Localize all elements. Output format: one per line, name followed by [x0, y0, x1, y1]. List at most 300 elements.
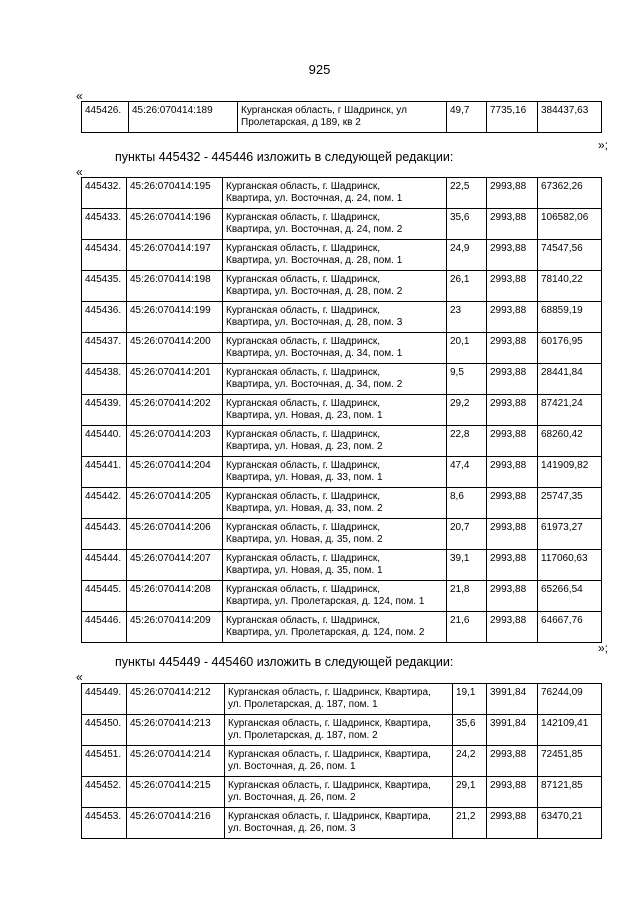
cell-rate	[487, 209, 538, 240]
cell-text: 45:26:070414:200	[130, 336, 211, 347]
cell-number	[82, 519, 127, 550]
cell-text: 2993,88	[490, 429, 527, 440]
cell-number	[82, 426, 127, 457]
address-line-1: Курганская область, г. Шадринск,	[226, 181, 381, 192]
cell-value	[538, 333, 602, 364]
cell-address	[223, 426, 447, 457]
close-quote-1: »;	[598, 138, 609, 152]
cell-address	[223, 271, 447, 302]
cell-value	[538, 271, 602, 302]
cell-text: 45:26:070414:202	[130, 398, 211, 409]
cell-text: 142109,41	[541, 718, 589, 729]
table-row	[82, 457, 602, 488]
cell-text: 445444.	[85, 553, 122, 564]
cell-text: 76244,09	[541, 687, 583, 698]
cell-address	[223, 395, 447, 426]
cell-rate	[487, 271, 538, 302]
cell-cadastral-number	[127, 581, 223, 612]
page-number: 925	[308, 62, 331, 77]
cell-address	[223, 178, 447, 209]
cell-number	[82, 364, 127, 395]
cell-text: 65266,54	[541, 584, 583, 595]
cell-text: 22,5	[450, 181, 470, 192]
cell-number	[82, 488, 127, 519]
cell-cadastral-number	[127, 612, 223, 643]
cell-cadastral-number	[127, 395, 223, 426]
cell-text: 45:26:070414:196	[130, 212, 211, 223]
cell-text: 87121,85	[541, 780, 583, 791]
cell-area	[447, 102, 487, 133]
cell-text: 64667,76	[541, 615, 583, 626]
cell-area	[447, 333, 487, 364]
cell-address	[238, 102, 447, 133]
cell-rate	[487, 777, 538, 808]
cell-text: 2993,88	[490, 398, 527, 409]
cell-number	[82, 102, 129, 133]
cell-rate	[487, 808, 538, 839]
cell-area	[447, 240, 487, 271]
table-row	[82, 364, 602, 395]
register-table-1	[81, 101, 602, 133]
cell-text: 445446.	[85, 615, 122, 626]
cell-number	[82, 178, 127, 209]
table-row	[82, 426, 602, 457]
cell-area	[453, 777, 487, 808]
cell-value	[538, 715, 602, 746]
address-line-1: Курганская область, г. Шадринск,	[226, 274, 381, 285]
cell-number	[82, 457, 127, 488]
cell-text: 29,1	[456, 780, 476, 791]
address-line-1: Курганская область, г. Шадринск,	[226, 336, 381, 347]
address-line-2: ул. Пролетарская, д. 187, пом. 1	[228, 699, 378, 710]
cell-area	[447, 550, 487, 581]
cell-value	[538, 102, 602, 133]
table-row	[82, 777, 602, 808]
cell-cadastral-number	[127, 746, 225, 777]
cell-number	[82, 808, 127, 839]
cell-value	[538, 240, 602, 271]
cell-text: 45:26:070414:208	[130, 584, 211, 595]
cell-value	[538, 178, 602, 209]
cell-rate	[487, 333, 538, 364]
address-line-2: Квартира, ул. Восточная, д. 34, пом. 1	[226, 348, 403, 359]
cell-number	[82, 777, 127, 808]
address-line-1: Курганская область, г. Шадринск,	[226, 305, 381, 316]
table-row	[82, 550, 602, 581]
cell-text: 45:26:070414:212	[130, 687, 211, 698]
address-line-2: Квартира, ул. Пролетарская, д. 124, пом. 2	[226, 627, 425, 638]
cell-text: 2993,88	[490, 749, 527, 760]
table-row	[82, 581, 602, 612]
cell-value	[538, 581, 602, 612]
cell-address	[223, 581, 447, 612]
cell-text: 45:26:070414:195	[130, 181, 211, 192]
cell-area	[453, 746, 487, 777]
cell-rate	[487, 178, 538, 209]
cell-text: 2993,88	[490, 491, 527, 502]
address-line-2: ул. Пролетарская, д. 187, пом. 2	[228, 730, 378, 741]
cell-cadastral-number	[129, 102, 238, 133]
table-row	[82, 178, 602, 209]
table-row	[82, 519, 602, 550]
open-quote-2: «	[76, 165, 83, 179]
cell-cadastral-number	[127, 333, 223, 364]
cell-text: 2993,88	[490, 181, 527, 192]
address-line-1: Курганская область, г. Шадринск,	[226, 243, 381, 254]
cell-text: 45:26:070414:205	[130, 491, 211, 502]
cell-text: 2993,88	[490, 336, 527, 347]
cell-text: 20,1	[450, 336, 470, 347]
cell-cadastral-number	[127, 519, 223, 550]
cell-number	[82, 333, 127, 364]
cell-text: 45:26:070414:189	[132, 105, 213, 116]
cell-text: 45:26:070414:199	[130, 305, 211, 316]
cell-cadastral-number	[127, 364, 223, 395]
cell-text: 2993,88	[490, 584, 527, 595]
cell-text: 2993,88	[490, 460, 527, 471]
cell-text: 141909,82	[541, 460, 589, 471]
cell-address	[225, 684, 453, 715]
cell-rate	[487, 488, 538, 519]
address-line-1: Курганская область, г. Шадринск, Квартира,	[228, 687, 431, 698]
cell-text: 29,2	[450, 398, 470, 409]
cell-cadastral-number	[127, 302, 223, 333]
cell-text: 24,2	[456, 749, 476, 760]
address-line-2: Пролетарская, д 189, кв 2	[241, 117, 361, 128]
cell-text: 445426.	[85, 105, 122, 116]
register-table-2	[81, 177, 602, 643]
cell-area	[447, 519, 487, 550]
cell-text: 2993,88	[490, 553, 527, 564]
cell-value	[538, 550, 602, 581]
cell-value	[538, 612, 602, 643]
cell-text: 21,6	[450, 615, 470, 626]
table-row	[82, 209, 602, 240]
address-line-2: Квартира, ул. Новая, д. 35, пом. 2	[226, 534, 383, 545]
cell-cadastral-number	[127, 457, 223, 488]
table-row	[82, 271, 602, 302]
cell-cadastral-number	[127, 426, 223, 457]
cell-cadastral-number	[127, 715, 225, 746]
cell-text: 35,6	[450, 212, 470, 223]
cell-text: 8,6	[450, 491, 464, 502]
cell-area	[447, 581, 487, 612]
address-line-2: Квартира, ул. Восточная, д. 28, пом. 1	[226, 255, 403, 266]
address-line-1: Курганская область, г. Шадринск,	[226, 212, 381, 223]
cell-area	[447, 364, 487, 395]
cell-cadastral-number	[127, 271, 223, 302]
cell-text: 45:26:070414:198	[130, 274, 211, 285]
cell-text: 384437,63	[541, 105, 589, 116]
cell-value	[538, 684, 602, 715]
address-line-1: Курганская область, г. Шадринск,	[226, 398, 381, 409]
open-quote-1: «	[76, 89, 83, 103]
cell-text: 2993,88	[490, 522, 527, 533]
address-line-2: Квартира, ул. Новая, д. 33, пом. 2	[226, 503, 383, 514]
cell-value	[538, 395, 602, 426]
cell-text: 45:26:070414:204	[130, 460, 211, 471]
cell-value	[538, 209, 602, 240]
cell-cadastral-number	[127, 684, 225, 715]
cell-text: 445439.	[85, 398, 122, 409]
address-line-2: Квартира, ул. Новая, д. 23, пом. 1	[226, 410, 383, 421]
cell-text: 47,4	[450, 460, 470, 471]
address-line-1: Курганская область, г. Шадринск,	[226, 491, 381, 502]
cell-text: 45:26:070414:201	[130, 367, 211, 378]
address-line-1: Курганская область, г. Шадринск, Квартира,	[228, 718, 431, 729]
cell-area	[447, 209, 487, 240]
cell-cadastral-number	[127, 550, 223, 581]
cell-text: 445450.	[85, 718, 122, 729]
cell-area	[453, 715, 487, 746]
cell-area	[447, 395, 487, 426]
cell-value	[538, 488, 602, 519]
address-line-2: Квартира, ул. Восточная, д. 28, пом. 3	[226, 317, 403, 328]
cell-text: 60176,95	[541, 336, 583, 347]
cell-text: 39,1	[450, 553, 470, 564]
cell-rate	[487, 550, 538, 581]
cell-text: 3991,84	[490, 718, 527, 729]
cell-text: 45:26:070414:209	[130, 615, 211, 626]
cell-address	[223, 364, 447, 395]
cell-text: 45:26:070414:203	[130, 429, 211, 440]
address-line-1: Курганская область, г. Шадринск,	[226, 584, 381, 595]
address-line-2: Квартира, ул. Новая, д. 33, пом. 1	[226, 472, 383, 483]
cell-value	[538, 302, 602, 333]
cell-rate	[487, 457, 538, 488]
address-line-1: Курганская область, г. Шадринск,	[226, 522, 381, 533]
table-row	[82, 715, 602, 746]
cell-text: 45:26:070414:215	[130, 780, 211, 791]
cell-text: 68260,42	[541, 429, 583, 440]
address-line-1: Курганская область, г. Шадринск,	[226, 553, 381, 564]
address-line-2: Квартира, ул. Новая, д. 23, пом. 2	[226, 441, 383, 452]
cell-text: 61973,27	[541, 522, 583, 533]
cell-number	[82, 612, 127, 643]
cell-address	[225, 715, 453, 746]
address-line-1: Курганская область, г. Шадринск,	[226, 429, 381, 440]
cell-value	[538, 777, 602, 808]
address-line-2: Квартира, ул. Восточная, д. 28, пом. 2	[226, 286, 403, 297]
cell-text: 9,5	[450, 367, 464, 378]
cell-rate	[487, 519, 538, 550]
close-quote-2: »;	[598, 641, 609, 655]
address-line-1: Курганская область, г. Шадринск, Квартира,	[228, 749, 431, 760]
cell-rate	[487, 302, 538, 333]
cell-text: 445443.	[85, 522, 122, 533]
address-line-1: Курганская область, г. Шадринск,	[226, 615, 381, 626]
cell-number	[82, 271, 127, 302]
cell-text: 63470,21	[541, 811, 583, 822]
cell-text: 45:26:070414:197	[130, 243, 211, 254]
cell-text: 72451,85	[541, 749, 583, 760]
cell-text: 2993,88	[490, 212, 527, 223]
cell-text: 445453.	[85, 811, 122, 822]
address-line-2: Квартира, ул. Восточная, д. 34, пом. 2	[226, 379, 403, 390]
cell-text: 2993,88	[490, 367, 527, 378]
table-row	[82, 684, 602, 715]
address-line-2: Квартира, ул. Пролетарская, д. 124, пом. 1	[226, 596, 425, 607]
amendment-paragraph-2: пункты 445449 - 445460 изложить в следующей редакции:	[115, 655, 454, 669]
cell-text: 21,2	[456, 811, 476, 822]
open-quote-3: «	[76, 670, 83, 684]
cell-address	[225, 777, 453, 808]
cell-address	[223, 457, 447, 488]
cell-text: 45:26:070414:216	[130, 811, 211, 822]
cell-rate	[487, 746, 538, 777]
cell-value	[538, 808, 602, 839]
cell-address	[225, 808, 453, 839]
cell-text: 445449.	[85, 687, 122, 698]
cell-area	[447, 488, 487, 519]
cell-text: 3991,84	[490, 687, 527, 698]
cell-text: 78140,22	[541, 274, 583, 285]
cell-area	[447, 178, 487, 209]
cell-text: 45:26:070414:213	[130, 718, 211, 729]
cell-rate	[487, 581, 538, 612]
cell-text: 2993,88	[490, 780, 527, 791]
cell-text: 68859,19	[541, 305, 583, 316]
table-row	[82, 395, 602, 426]
cell-rate	[487, 364, 538, 395]
table-row	[82, 302, 602, 333]
cell-text: 67362,26	[541, 181, 583, 192]
cell-rate	[487, 102, 538, 133]
cell-cadastral-number	[127, 808, 225, 839]
table-row	[82, 488, 602, 519]
cell-text: 445437.	[85, 336, 122, 347]
cell-text: 26,1	[450, 274, 470, 285]
cell-cadastral-number	[127, 488, 223, 519]
cell-number	[82, 395, 127, 426]
address-line-1: Курганская область, г. Шадринск, Квартира,	[228, 780, 431, 791]
address-line-2: ул. Восточная, д. 26, пом. 3	[228, 823, 356, 834]
cell-rate	[487, 426, 538, 457]
cell-text: 21,8	[450, 584, 470, 595]
cell-rate	[487, 612, 538, 643]
cell-address	[223, 550, 447, 581]
cell-text: 24,9	[450, 243, 470, 254]
cell-cadastral-number	[127, 777, 225, 808]
address-line-1: Курганская область, г. Шадринск,	[226, 460, 381, 471]
cell-text: 445452.	[85, 780, 122, 791]
cell-text: 74547,56	[541, 243, 583, 254]
register-table-3	[81, 683, 602, 839]
cell-text: 2993,88	[490, 243, 527, 254]
cell-text: 35,6	[456, 718, 476, 729]
cell-value	[538, 519, 602, 550]
cell-cadastral-number	[127, 240, 223, 271]
cell-rate	[487, 240, 538, 271]
cell-text: 445436.	[85, 305, 122, 316]
cell-area	[453, 808, 487, 839]
cell-area	[447, 302, 487, 333]
cell-value	[538, 746, 602, 777]
address-line-2: Квартира, ул. Восточная, д. 24, пом. 1	[226, 193, 403, 204]
cell-address	[223, 209, 447, 240]
cell-text: 20,7	[450, 522, 470, 533]
table-row	[82, 808, 602, 839]
cell-text: 19,1	[456, 687, 476, 698]
amendment-paragraph-1: пункты 445432 - 445446 изложить в следующей редакции:	[115, 150, 454, 164]
cell-text: 2993,88	[490, 274, 527, 285]
cell-text: 2993,88	[490, 811, 527, 822]
cell-area	[447, 457, 487, 488]
table-row	[82, 240, 602, 271]
cell-text: 7735,16	[490, 105, 527, 116]
cell-text: 445451.	[85, 749, 122, 760]
address-line-2: ул. Восточная, д. 26, пом. 1	[228, 761, 356, 772]
address-line-1: Курганская область, г. Шадринск, Квартира,	[228, 811, 431, 822]
cell-address	[223, 333, 447, 364]
address-line-1: Курганская область, г. Шадринск,	[226, 367, 381, 378]
cell-address	[223, 302, 447, 333]
cell-text: 25747,35	[541, 491, 583, 502]
cell-rate	[487, 395, 538, 426]
cell-text: 28441,84	[541, 367, 583, 378]
cell-text: 445434.	[85, 243, 122, 254]
cell-value	[538, 426, 602, 457]
cell-address	[225, 746, 453, 777]
cell-rate	[487, 715, 538, 746]
cell-address	[223, 240, 447, 271]
cell-number	[82, 240, 127, 271]
cell-text: 2993,88	[490, 615, 527, 626]
address-line-2: ул. Восточная, д. 26, пом. 2	[228, 792, 356, 803]
address-line-2: Квартира, ул. Новая, д. 35, пом. 1	[226, 565, 383, 576]
cell-number	[82, 684, 127, 715]
table-row	[82, 612, 602, 643]
cell-number	[82, 302, 127, 333]
cell-text: 45:26:070414:214	[130, 749, 211, 760]
cell-rate	[487, 684, 538, 715]
cell-text: 445438.	[85, 367, 122, 378]
cell-value	[538, 457, 602, 488]
cell-text: 106582,06	[541, 212, 589, 223]
cell-text: 2993,88	[490, 305, 527, 316]
cell-number	[82, 581, 127, 612]
table-row	[82, 102, 602, 133]
cell-number	[82, 746, 127, 777]
cell-address	[223, 488, 447, 519]
cell-area	[453, 684, 487, 715]
cell-text: 445435.	[85, 274, 122, 285]
cell-address	[223, 519, 447, 550]
cell-text: 445433.	[85, 212, 122, 223]
cell-text: 117060,63	[541, 553, 588, 564]
table-row	[82, 333, 602, 364]
cell-number	[82, 209, 127, 240]
address-line-1: Курганская область, г Шадринск, ул	[241, 105, 407, 116]
cell-number	[82, 550, 127, 581]
cell-text: 22,8	[450, 429, 470, 440]
cell-text: 45:26:070414:206	[130, 522, 211, 533]
cell-area	[447, 426, 487, 457]
cell-text: 45:26:070414:207	[130, 553, 211, 564]
cell-text: 445440.	[85, 429, 122, 440]
address-line-2: Квартира, ул. Восточная, д. 24, пом. 2	[226, 224, 403, 235]
cell-text: 49,7	[450, 105, 470, 116]
cell-text: 445442.	[85, 491, 122, 502]
cell-value	[538, 364, 602, 395]
cell-text: 87421,24	[541, 398, 583, 409]
cell-cadastral-number	[127, 209, 223, 240]
cell-area	[447, 612, 487, 643]
cell-cadastral-number	[127, 178, 223, 209]
cell-text: 445432.	[85, 181, 122, 192]
table-row	[82, 746, 602, 777]
cell-address	[223, 612, 447, 643]
